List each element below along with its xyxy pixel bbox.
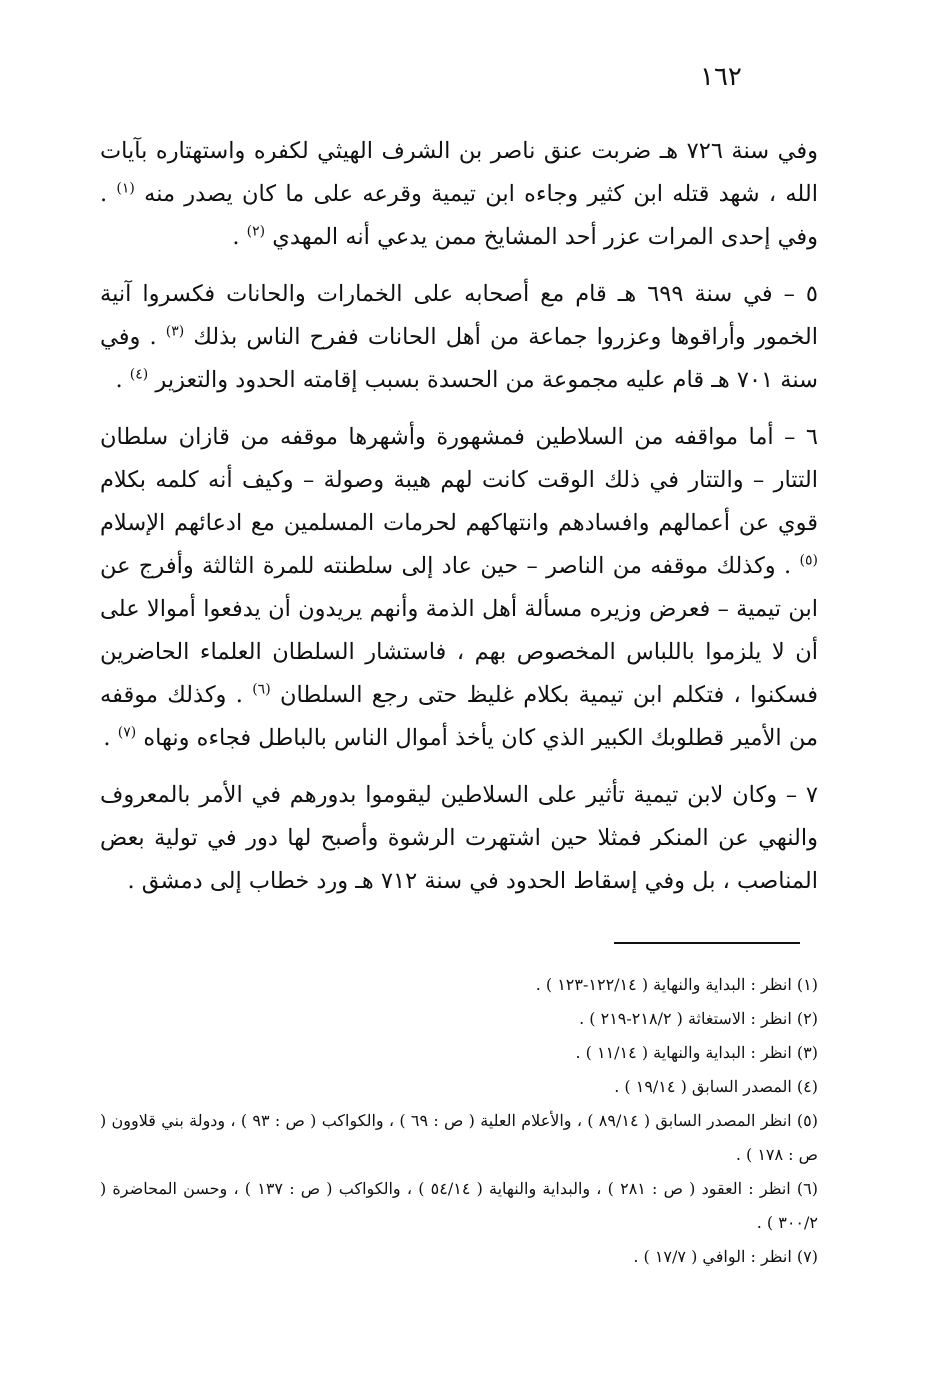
- paragraph-1: [100, 130, 818, 259]
- paragraph-3-text-c: . وكذلك موقفه من الأمير قطلوبك الكبير الذي كان يأخذ أموال الناس بالباطل فجاءه ونهاه: [100, 682, 818, 751]
- page-number: ١٦٢: [700, 62, 742, 92]
- footnote-5: (٥) انظر المصدر السابق ( ٨٩/١٤ ) ، والأعلام العلية ( ص : ٦٩ ) ، والكواكب ( ص : ٩٣ ) ، ودولة بني قلاوون ( ص : ١٧٨ ) .: [100, 1111, 819, 1164]
- footnote-ref-1[interactable]: (١): [116, 180, 135, 197]
- paragraph-3-text-b: . وكذلك موقفه من الناصر – حين عاد إلى سلطنته للمرة الثالثة وأفرج عن ابن تيمية – فعرض وزيره مسألة أهل الذمة وأنهم يريدون أن يدفعوا أموالا على أن لا يلزموا باللباس المخصوص بهم ، فاستشار السلطان العلماء الحاضرين فسكنوا ، فتكلم ابن تيمية بكلام غليظ حتى رجع السلطان: [100, 553, 819, 708]
- footnote-ref-5[interactable]: (٥): [799, 552, 819, 569]
- paragraph-2: [100, 273, 818, 402]
- footnote-ref-3[interactable]: (٣): [165, 323, 185, 340]
- footnote-2: (٢) انظر : الاستغاثة ( ٢١٨/٢-٢١٩ ) .: [579, 1009, 818, 1028]
- paragraph-2-text-a: ٥ – في سنة ٦٩٩ هـ قام مع أصحابه على الخمارات والحانات فكسروا آنية الخمور وأراقوها وعزروا جماعة من أهل الحانات ففرح الناس بذلك: [100, 281, 818, 350]
- paragraph-1-text-c: .: [232, 224, 240, 250]
- paragraph-4-text: ٧ – وكان لابن تيمية تأثير على السلاطين ليقوموا بدورهم في الأمر بالمعروف والنهي عن المنكر فمثلا حين اشتهرت الرشوة وأصبح لها دور في تولية بعض المناصب ، بل وفي إسقاط الحدود في سنة ٧١٢ هـ ورد خطاب إلى دمشق .: [100, 782, 818, 894]
- footnote-4: (٤) المصدر السابق ( ١٩/١٤ ) .: [614, 1077, 818, 1096]
- footnote-ref-4[interactable]: (٤): [129, 366, 149, 383]
- paragraph-1-text-a: وفي سنة ٧٢٦ هـ ضربت عنق ناصر بن الشرف الهيثي لكفره واستهتاره بآيات الله ، شهد قتله ابن كثير وجاءه ابن تيمية وقرعه على ما كان يصدر منه: [100, 138, 818, 207]
- paragraph-4: [100, 774, 818, 903]
- footnote-divider: [614, 942, 800, 944]
- footnote-ref-6[interactable]: (٦): [252, 681, 271, 698]
- paragraph-3-text-a: ٦ – أما مواقفه من السلاطين فمشهورة وأشهرها موقفه من قازان سلطان التتار – والتتار في ذلك الوقت كانت لهم هيبة وصولة – وكيف أنه كلمه بكلام قوي عن أعمالهم وافسادهم وانتهاكهم لحرمات المسلمين مع ادعائهم الإسلام: [100, 424, 818, 536]
- footnote-6: (٦) انظر : العقود ( ص : ٢٨١ ) ، والبداية والنهاية ( ٥٤/١٤ ) ، والكواكب ( ص : ١٣٧ ) ، وحسن المحاضرة ( ٣٠٠/٢ ) .: [100, 1179, 819, 1232]
- paragraph-1-text-b: . وفي إحدى المرات عزر أحد المشايخ ممن يدعي أنه المهدي: [100, 181, 818, 250]
- footnote-3: (٣) انظر : البداية والنهاية ( ١١/١٤ ) .: [575, 1043, 818, 1062]
- footnote-1: (١) انظر : البداية والنهاية ( ١٢٢/١٤-١٢٣ ) .: [535, 975, 818, 994]
- paragraph-2-text-c: .: [115, 367, 123, 393]
- paragraph-3-text-d: .: [103, 725, 111, 751]
- paragraph-2-text-b: . وفي سنة ٧٠١ هـ قام عليه مجموعة من الحسدة بسبب إقامته الحدود والتعزير: [100, 324, 818, 393]
- main-text: [100, 130, 818, 917]
- paragraph-3: [100, 416, 818, 760]
- footnote-ref-7[interactable]: (٧): [117, 724, 137, 741]
- footnote-7: (٧) انظر : الوافي ( ١٧/٧ ) .: [633, 1247, 818, 1266]
- footnote-ref-2[interactable]: (٢): [246, 223, 266, 240]
- footnotes: [100, 968, 818, 1274]
